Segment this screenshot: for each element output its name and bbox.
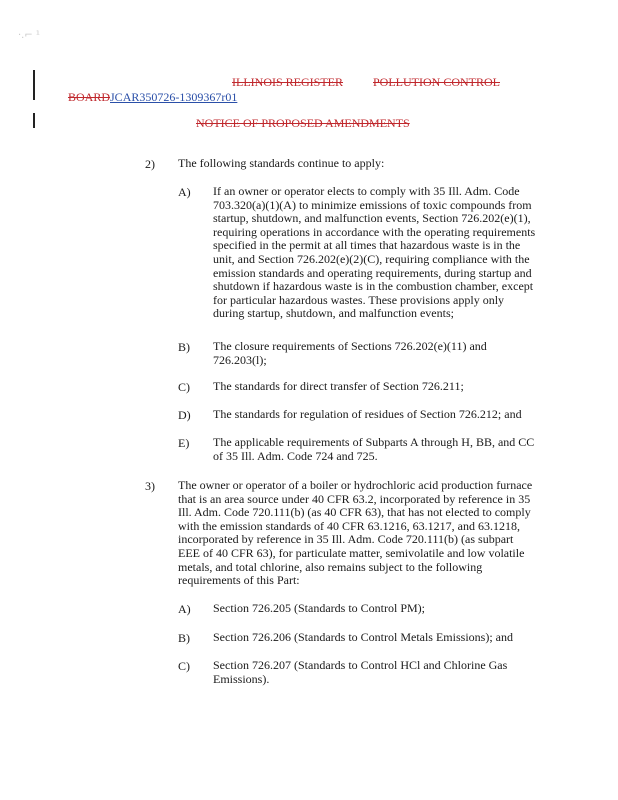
subitem-label: B) [178,631,190,645]
subitem-text: Section 726.206 (Standards to Control Metals Emissions); and [213,630,513,644]
subitem-label: D) [178,408,191,422]
item-label: 2) [145,157,155,171]
subitem-text: The standards for direct transfer of Section 726.211; [213,379,464,393]
subitem-label: A) [178,185,191,199]
board-name-continued: BOARD [68,90,111,104]
subitem-label: C) [178,380,190,394]
subitem-text: Section 726.205 (Standards to Control PM); [213,601,425,615]
subitem-label: B) [178,340,190,354]
notice-title: NOTICE OF PROPOSED AMENDMENTS [196,116,410,130]
change-bar [33,113,35,128]
item-label: 3) [145,479,155,493]
subitem-text: The standards for regulation of residues of Section 726.212; and [213,407,522,421]
subitem-label: C) [178,659,190,673]
item-text: The following standards continue to apply: [178,156,385,170]
subitem-text: If an owner or operator elects to comply with 35 Ill. Adm. Code 703.320(a)(1)(A) to minimize emissions of toxic compounds from startup, shutdown, and malfunction events, Section 726.202(e)(1), requiring operations in accordance with the operating requirements specified in the permit at all times that hazardous waste is in the unit, and Section 726.202(e)(2)(C), requiring compliance with the emission standards and operating requirements, during startup and shutdown if hazardous waste is in the combustion chamber, except for particular hazardous wastes. These provisions apply only during startup, shutdown, and malfunction events; [213,184,536,321]
subitem-text: The applicable requirements of Subparts A through H, BB, and CC of 35 Ill. Adm. Code 724 and 725. [213,435,535,463]
change-bar [33,70,35,100]
subitem-text: Section 726.207 (Standards to Control HCl and Chlorine Gas Emissions). [213,658,508,686]
document-code: JCAR350726-1309367r01 [110,90,238,104]
board-code-line [68,90,237,105]
board-name-struck: POLLUTION CONTROL [373,75,500,89]
item-text: The owner or operator of a boiler or hydrochloric acid production furnace that is an area source under 40 CFR 63.2, incorporated by reference in 35 Ill. Adm. Code 720.111(b) (as 40 CFR 63), that has not elected to comply with the emission standards of 40 CFR 63.1216, 63.1217, and 63.1218, incorporated by reference in 35 Ill. Adm. Code 720.111(b) (as subpart EEE of 40 CFR 63), for particulate matter, semivolatile and low volatile metals, and total chlorine, also remains subject to the following requirements of this Part: [178,478,533,588]
scan-mark: ·.⌐ ¹ [18,30,40,41]
subitem-label: A) [178,602,191,616]
subitem-text: The closure requirements of Sections 726.202(e)(11) and 726.203(l); [213,339,487,367]
subitem-label: E) [178,436,190,450]
register-title: ILLINOIS REGISTER [232,75,343,89]
